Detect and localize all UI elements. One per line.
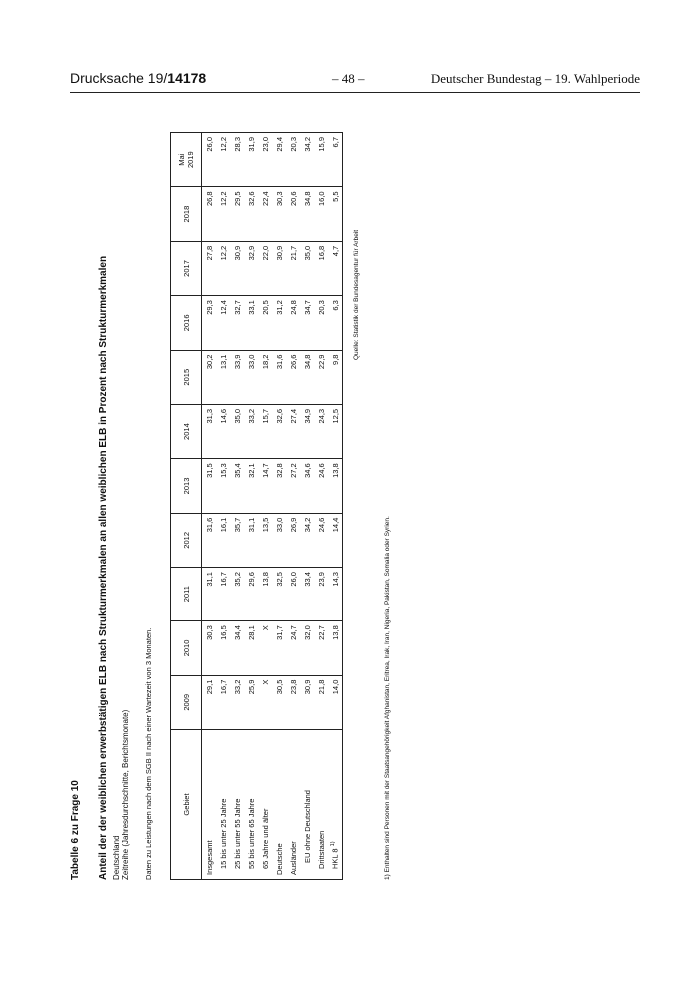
table-cell: 26,9: [286, 513, 300, 567]
table-cell: 16,1: [216, 513, 230, 567]
table-cell: 20,5: [258, 296, 272, 350]
table-cell: 21,7: [286, 241, 300, 295]
table-cell: 30,9: [272, 241, 286, 295]
table-cell: 30,2: [202, 350, 217, 404]
table-cell: 12,4: [216, 296, 230, 350]
row-label: 65 Jahre und älter: [258, 730, 272, 880]
table-cell: 29,3: [202, 296, 217, 350]
table-cell: X: [258, 675, 272, 729]
table-row: [230, 133, 244, 880]
table-cell: 33,2: [230, 675, 244, 729]
row-label: Insgesamt: [202, 730, 217, 880]
table-cell: 32,6: [272, 404, 286, 458]
page-header: [70, 70, 640, 93]
col-header-2017: 2017: [171, 241, 202, 295]
table-cell: 34,8: [300, 187, 314, 241]
table-cell: 32,1: [244, 459, 258, 513]
header-publisher: Deutscher Bundestag – 19. Wahlperiode: [430, 71, 640, 86]
table-cell: 30,5: [272, 675, 286, 729]
col-header-2009: 2009: [171, 675, 202, 729]
page-number: – 48 –: [332, 71, 365, 86]
table-row: [202, 133, 217, 880]
col-header-mai-2019: Mai 2019: [171, 133, 202, 187]
table-cell: 24,8: [286, 296, 300, 350]
table-cell: 15,3: [216, 459, 230, 513]
row-label: Ausländer: [286, 730, 300, 880]
table-cell: 34,2: [300, 513, 314, 567]
table-cell: 12,2: [216, 241, 230, 295]
table-cell: 30,3: [202, 621, 217, 675]
col-header-2015: 2015: [171, 350, 202, 404]
table-cell: 9,8: [328, 350, 343, 404]
table-cell: 27,2: [286, 459, 300, 513]
table-cell: 15,9: [314, 133, 328, 187]
table-cell: 29,4: [272, 133, 286, 187]
table-row: [244, 133, 258, 880]
table-cell: 33,1: [244, 296, 258, 350]
table-cell: 23,0: [258, 133, 272, 187]
table-cell: 34,4: [230, 621, 244, 675]
table-cell: 32,9: [244, 241, 258, 295]
table-cell: 33,9: [230, 350, 244, 404]
table-cell: 34,8: [300, 350, 314, 404]
table-row: [258, 133, 272, 880]
row-label: 15 bis unter 25 Jahre: [216, 730, 230, 880]
table-row: [300, 133, 314, 880]
table-cell: 14,6: [216, 404, 230, 458]
table-cell: 26,0: [202, 133, 217, 187]
table-cell: 16,7: [216, 568, 230, 621]
table-cell: 32,7: [230, 296, 244, 350]
table-label: Tabelle 6 zu Frage 10: [70, 780, 81, 880]
table-cell: 14,7: [258, 459, 272, 513]
footnote: 1) Enthalten sind Personen mit der Staatsangehörigkeit Afghanistan, Eritrea, Irak, Iran, Nigeria, Pakistan, Somalia oder Syrien.: [384, 516, 391, 880]
row-label: 55 bis unter 65 Jahre: [244, 730, 258, 880]
table-cell: 32,5: [272, 568, 286, 621]
table-cell: 5,5: [328, 187, 343, 241]
table-cell: 34,2: [300, 133, 314, 187]
table-cell: 31,6: [202, 513, 217, 567]
table-title: Anteil der der weiblichen erwerbstätigen ELB nach Strukturmerkmalen an allen weiblichen ELB in Prozent nach Strukturmerkmalen: [98, 255, 109, 880]
table-row: [314, 133, 328, 880]
table-cell: 33,4: [300, 568, 314, 621]
table-cell: 27,8: [202, 241, 217, 295]
table-row: [272, 133, 286, 880]
table-cell: 35,0: [230, 404, 244, 458]
table-cell: 16,8: [314, 241, 328, 295]
row-label: Deutsche: [272, 730, 286, 880]
table-cell: 29,6: [244, 568, 258, 621]
table-cell: 13,1: [216, 350, 230, 404]
table-cell: 6,7: [328, 133, 343, 187]
col-header-2014: 2014: [171, 404, 202, 458]
table-cell: 31,1: [244, 513, 258, 567]
table-cell: 35,4: [230, 459, 244, 513]
table-cell: 32,0: [300, 621, 314, 675]
table-cell: 6,3: [328, 296, 343, 350]
table-cell: 27,4: [286, 404, 300, 458]
table-cell: 4,7: [328, 241, 343, 295]
table-cell: 16,5: [216, 621, 230, 675]
table-cell: 31,5: [202, 459, 217, 513]
table-cell: 13,8: [328, 459, 343, 513]
table-cell: 31,1: [202, 568, 217, 621]
col-header-2016: 2016: [171, 296, 202, 350]
table-cell: 25,9: [244, 675, 258, 729]
table-cell: 26,8: [202, 187, 217, 241]
table-cell: 16,7: [216, 675, 230, 729]
table-cell: 33,0: [244, 350, 258, 404]
row-label: Drittstaaten: [314, 730, 328, 880]
table-cell: 14,0: [328, 675, 343, 729]
table-row: [328, 133, 343, 880]
table-cell: X: [258, 621, 272, 675]
table-cell: 30,3: [272, 187, 286, 241]
table-cell: 24,6: [314, 513, 328, 567]
table-cell: 15,7: [258, 404, 272, 458]
col-header-2018: 2018: [171, 187, 202, 241]
table-cell: 34,9: [300, 404, 314, 458]
table-cell: 29,1: [202, 675, 217, 729]
table-cell: 30,9: [230, 241, 244, 295]
table-cell: 16,0: [314, 187, 328, 241]
table-cell: 31,3: [202, 404, 217, 458]
col-header-gebiet: Gebiet: [171, 730, 202, 880]
table-cell: 35,2: [230, 568, 244, 621]
table-cell: 12,2: [216, 187, 230, 241]
table-cell: 20,3: [286, 133, 300, 187]
table-cell: 24,7: [286, 621, 300, 675]
table-cell: 28,3: [230, 133, 244, 187]
table-row: [286, 133, 300, 880]
table-cell: 23,9: [314, 568, 328, 621]
table-cell: 34,6: [300, 459, 314, 513]
row-label: HKL 8 $^{1)}$: [328, 730, 343, 880]
table-row: [216, 133, 230, 880]
table-cell: 14,3: [328, 568, 343, 621]
col-header-2012: 2012: [171, 513, 202, 567]
table-cell: 13,8: [328, 621, 343, 675]
source-note: Quelle: Statistik der Bundesagentur für Arbeit: [353, 229, 360, 360]
table-cell: 34,7: [300, 296, 314, 350]
table-cell: 30,9: [300, 675, 314, 729]
table-cell: 26,6: [286, 350, 300, 404]
table-cell: 20,6: [286, 187, 300, 241]
rotated-table-section: [70, 110, 391, 880]
col-header-2013: 2013: [171, 459, 202, 513]
table-cell: 22,7: [314, 621, 328, 675]
table-cell: 22,9: [314, 350, 328, 404]
table-cell: 14,4: [328, 513, 343, 567]
table-header-row: [171, 133, 202, 880]
table-cell: 22,0: [258, 241, 272, 295]
table-cell: 21,8: [314, 675, 328, 729]
table-cell: 23,8: [286, 675, 300, 729]
table-cell: 32,8: [272, 459, 286, 513]
table-subtitle: Deutschland Zeitreihe (Jahresdurchschnitte, Berichtsmonate): [112, 709, 130, 880]
table-cell: 33,2: [244, 404, 258, 458]
data-table: [170, 132, 343, 880]
row-label: EU ohne Deutschland: [300, 730, 314, 880]
table-cell: 12,5: [328, 404, 343, 458]
table-cell: 20,3: [314, 296, 328, 350]
drucksache-number: Drucksache 19/14178: [70, 70, 207, 86]
table-cell: 35,0: [300, 241, 314, 295]
table-cell: 24,6: [314, 459, 328, 513]
data-note: Daten zu Leistungen nach dem SGB II nach einer Wartezeit von 3 Monaten.: [144, 627, 153, 880]
table-cell: 32,6: [244, 187, 258, 241]
table-cell: 24,3: [314, 404, 328, 458]
table-cell: 13,5: [258, 513, 272, 567]
table-cell: 12,2: [216, 133, 230, 187]
table-cell: 28,1: [244, 621, 258, 675]
row-label: 25 bis unter 55 Jahre: [230, 730, 244, 880]
col-header-2010: 2010: [171, 621, 202, 675]
table-cell: 18,2: [258, 350, 272, 404]
table-cell: 22,4: [258, 187, 272, 241]
table-cell: 31,2: [272, 296, 286, 350]
table-cell: 26,0: [286, 568, 300, 621]
table-cell: 31,6: [272, 350, 286, 404]
table-cell: 35,7: [230, 513, 244, 567]
col-header-2011: 2011: [171, 568, 202, 621]
table-cell: 31,9: [244, 133, 258, 187]
table-cell: 31,7: [272, 621, 286, 675]
table-cell: 33,0: [272, 513, 286, 567]
table-cell: 13,8: [258, 568, 272, 621]
table-cell: 29,5: [230, 187, 244, 241]
